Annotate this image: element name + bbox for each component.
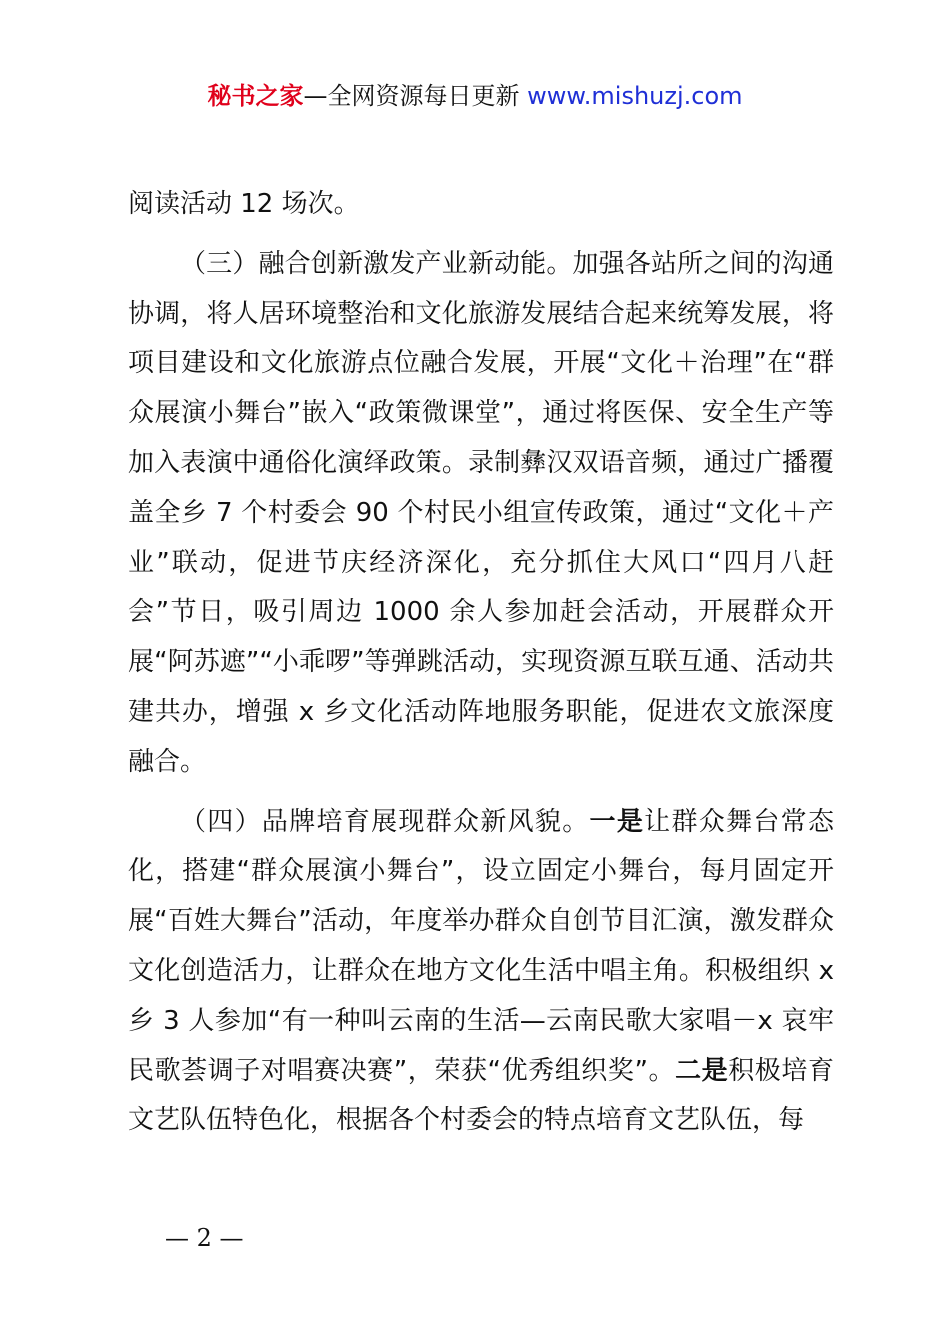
point-one-label: 一是 bbox=[589, 806, 645, 837]
paragraph-continuation: 阅读活动 12 场次。 bbox=[128, 189, 360, 219]
header-tagline: —全网资源每日更新 bbox=[303, 82, 528, 110]
page-number: — 2 — bbox=[165, 1224, 244, 1252]
paragraph-section-4 bbox=[128, 798, 834, 1147]
point-two-label: 二是 bbox=[675, 1055, 729, 1086]
brand-name: 秘书之家 bbox=[207, 82, 304, 110]
point-two-text: 积极培育文艺队伍特色化，根据各个村委会的特点培育文艺队伍，每 bbox=[128, 1055, 834, 1136]
paragraph-section-3: （三）融合创新激发产业新动能。加强各站所之间的沟通协调，将人居环境整治和文化旅游发展结合起来统筹发展，将项目建设和文化旅游点位融合发展，开展“文化＋治理”在“群众展演小舞台”嵌入“政策微课堂”，通过将医保、安全生产等加入表演中通俗化演绎政策。录制彝汉双语音频，通过广播覆盖全乡 7 个村委会 90 个村民小组宣传政策，通过“文化＋产业”联动，促进节庆经济深化，充分抓住大风口“四月八赶会”节日，吸引周边 1000 余人参加赶会活动，开展群众开展“阿苏遮”“小乖啰”等弹跳活动，实现资源互联互通、活动共建共办，增强 x 乡文化活动阵地服务职能，促进农文旅深度融合。 bbox=[128, 248, 834, 777]
site-url-link[interactable]: www.mishuzj.com bbox=[527, 82, 743, 110]
section-4-heading: （四）品牌培育展现群众新风貌。 bbox=[180, 806, 590, 837]
watermark-header bbox=[0, 80, 950, 112]
point-one-text: 让群众舞台常态化，搭建“群众展演小舞台”，设立固定小舞台，每月固定开展“百姓大舞台”活动，年度举办群众自创节目汇演，激发群众文化创造活力，让群众在地方文化生活中唱主角。积极组织 x 乡 3 人参加“有一种叫云南的生活—云南民歌大家唱－x 哀牢民歌荟调子对唱赛决赛”，荣获“优秀组织奖”。 bbox=[128, 806, 834, 1086]
document-body bbox=[128, 180, 834, 1146]
